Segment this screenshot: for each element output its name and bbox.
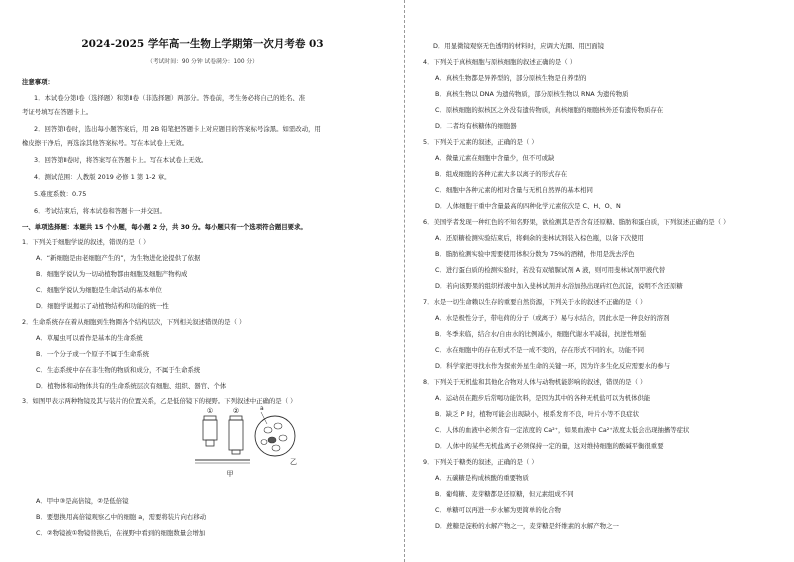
objective-1-collar [204, 416, 216, 420]
question-option: C．生态系统中存在非生物的物质和成分，不属于生命系统 [36, 366, 201, 374]
question-option: D．二者均有核糖体的细胞器 [435, 122, 517, 130]
question-option: C．细胞学说认为细胞是生命活动的基本单位 [36, 286, 162, 294]
cell-shape [274, 423, 282, 429]
question-option: C．细胞中各种元素的相对含量与无机自然界的基本相同 [435, 186, 593, 194]
note-line: 4．测试范围：人教版 2019 必修 1 第 1-2 章。 [34, 173, 171, 181]
question-option: D．蔗糖是淀粉的水解产物之一，麦芽糖是纤维素的水解产物之一 [435, 522, 619, 530]
question-option: C．原核细胞的拟核区之外没有遗传物质，真核细胞的细胞核外还有遗传物质存在 [435, 106, 664, 114]
note-line: 6．考试结束后，将本试卷和答题卡一并交回。 [34, 207, 166, 215]
objective-2-collar [230, 416, 242, 420]
section-heading: 一、单项选择题：本题共 15 个小题，每小题 2 分，共 30 分。每小题只有一个选项符合题目要求。 [22, 223, 307, 231]
question-stem: 7．水是一切生命赖以生存的重要自然资源，下列关于水的叙述不正确的是（ ） [423, 298, 647, 306]
question-option: B．细胞学说认为一切动植物都由细胞及细胞产物构成 [36, 270, 188, 278]
question-option: B．葡萄糖、麦芽糖都是还原糖，但元素组成不同 [435, 490, 574, 498]
question-stem: 9．下列关于糖类的叙述，正确的是（ ） [423, 458, 538, 466]
question-option: C．人体的血液中必须含有一定浓度的 Ca²⁺，如果血液中 Ca²⁺浓度太低会出现抽搐等症状 [435, 426, 690, 434]
note-line: 橡皮擦干净后，再选涂其他答案标号。写在本试卷上无效。 [22, 139, 189, 147]
question-option: B．要想换用高倍镜观察乙中的细胞 a，需要将装片向右移动 [36, 513, 207, 521]
question-stem: 3．如图甲表示两种物镜及其与装片的位置关系，乙是低倍镜下的视野。下列叙述中正确的是（ ） [22, 397, 297, 405]
question-option: A．微量元素在细胞中含量少，但不可或缺 [435, 154, 555, 162]
note-line: 考证号填写在答题卡上。 [22, 108, 93, 116]
question-option: D．若向该野果的组织样液中加入斐林试剂并水浴加热出现砖红色沉淀，说明不含还原糖 [435, 282, 683, 290]
question-option: C．进行蛋白质的检测实验时，若没有双缩脲试剂 A 液，则可用斐林试剂甲液代替 [435, 266, 666, 274]
question-stem: 5．下列关于元素的叙述，正确的是（ ） [423, 138, 538, 146]
question-stem: 8．下列关于无机盐和其他化合物对人体与动物机能影响的叙述，错误的是（ ） [423, 378, 647, 386]
figure-caption-yi: 乙 [290, 458, 297, 466]
question-option: C．水在细胞中的存在形式不是一成不变的，存在形式不同的水，功能不同 [435, 346, 644, 354]
question-option: B．冬季来临，结合水/自由水的比例减小，细胞代谢水平减弱，抗逆性增强 [435, 330, 647, 338]
question-option: B．组成细胞的各种元素大多以离子的形式存在 [435, 170, 568, 178]
note-line: 2．回答第Ⅰ卷时，选出每小题答案后，用 2B 铅笔把答题卡上对应题目的答案标号涂黑。如需改动，用 [34, 125, 321, 133]
question-option: B．真核生物以 DNA 为遗传物质，部分原核生物以 RNA 为遗传物质 [435, 90, 629, 98]
question-option: A．五碳糖是构成核酸的重要物质 [435, 474, 529, 482]
page-title: 2024-2025 学年高一生物上学期第一次月考卷 03 [81, 38, 324, 50]
figure-label-2: ② [232, 407, 240, 415]
question-option: A．运动员在跑步后常喝功能饮料，是因为其中的各种无机盐可以为机体供能 [435, 394, 651, 402]
question-stem: 2．生命系统存在着从细胞到生物圈各个结构层次，下列相关叙述错误的是（ ） [22, 318, 246, 326]
question-option: A．真核生物都是异养型的，部分原核生物是自养型的 [435, 74, 587, 82]
microscope-figure [190, 400, 300, 480]
field-of-view [255, 416, 295, 456]
question-stem: 1．下列关于细胞学说的叙述，错误的是（ ） [22, 238, 150, 246]
right-column [405, 0, 794, 562]
question-option: B．脂肪检测实验中需要使用体积分数为 75%的酒精，作用是洗去浮色 [435, 250, 635, 258]
cell-shape [279, 435, 287, 441]
question-option: A．草履虫可以看作是基本的生命系统 [36, 334, 143, 342]
note-line: 3．回答第Ⅱ卷时，将答案写在答题卡上。写在本试卷上无效。 [34, 156, 208, 164]
question-option: B．缺乏 P 时，植物可能会出现缺小，根系发育不良，叶片小等不良症状 [435, 410, 640, 418]
figure-label-1: ① [206, 407, 214, 415]
note-line: 1．本试卷分第Ⅰ卷（选择题）和第Ⅱ卷（非选择题）两部分。答卷前，考生务必将自己的姓名、准 [34, 94, 306, 102]
cell-shape [261, 440, 267, 445]
question-option: C．单糖可以再进一步水解为更简单的化合物 [435, 506, 561, 514]
question-option: D．细胞学说揭示了动植物结构和功能的统一性 [36, 302, 169, 310]
objective-1-body [203, 420, 217, 440]
question-option: A．甲中③是高倍镜，②是低倍镜 [36, 497, 129, 505]
cell-shape [268, 437, 276, 443]
question-option: D．植物体和动物体共有的生命系统层次有细胞、组织、器官、个体 [36, 382, 227, 390]
note-line: 5.难度系数：0.75 [34, 190, 87, 198]
question-option: D．人体中的某些无机盐离子必须保持一定的量，这对维持细胞的酸碱平衡很重要 [435, 442, 664, 450]
objective-2-body [229, 420, 243, 450]
cell-a-label: a [260, 405, 264, 412]
question-option: A．还原糖检测实验结束后，将剩余的斐林试剂装入棕色瓶，以备下次使用 [435, 234, 644, 242]
question-option: A．水是极性分子，带电荷的分子（或离子）易与水结合，因此水是一种良好的溶剂 [435, 314, 670, 322]
question-option: A．“新细胞是由老细胞产生的”，为生物进化论提供了依据 [36, 254, 201, 262]
question-option: C．②物镜被①物镜替换后，在视野中看到的细胞数量会增加 [36, 529, 206, 537]
question-option: D．科学家把寻找水作为探索外星生命的关键一环，因为许多生化反应需要水的参与 [435, 362, 670, 370]
question-stem: 6．美国学者发现一种红色的不知名野果，欲检测其是否含有还原糖、脂肪和蛋白质，下列叙述正确的是（ ） [423, 218, 730, 226]
figure-caption-jia: 甲 [226, 470, 234, 478]
cell-shape [264, 427, 272, 433]
question-stem: 4．下列关于真核细胞与原核细胞的叙述正确的是（ ） [423, 58, 577, 66]
cell-shape [272, 445, 280, 451]
question-option: B．一个分子或一个原子不属于生命系统 [36, 350, 150, 358]
exam-info: （考试时间：90 分钟 试卷满分：100 分） [147, 59, 258, 65]
objective-2-tip [232, 450, 240, 454]
question-option: D．用显微镜观察无色透明的材料时，应调大光圈、用凹面镜 [433, 42, 605, 50]
objective-1-tip [206, 440, 214, 446]
notes-heading: 注意事项： [22, 78, 54, 86]
question-option: D．人体细胞干重中含量最高的四种化学元素依次是 C、H、O、N [435, 202, 621, 210]
